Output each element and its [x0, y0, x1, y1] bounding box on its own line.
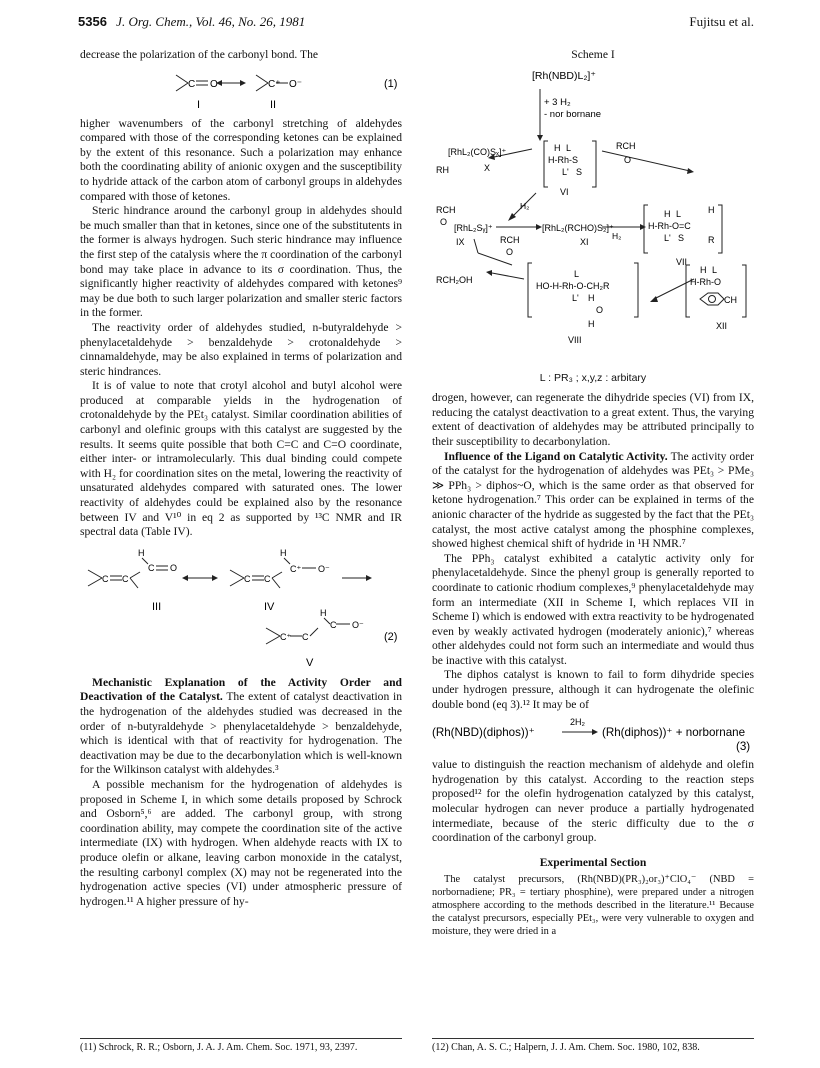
scheme-vi-formula: H-Rh-S: [548, 154, 579, 165]
header-left: [78, 14, 305, 30]
eq2-number: (2): [384, 630, 398, 643]
eq2-c6: C⁺: [290, 563, 302, 574]
eq2-c2: C: [122, 573, 129, 584]
paragraph-reactivity: The reactivity order of aldehydes studied, n-butyraldehyde > phenylacetaldehyde > benzaldehyde > crotonaldehyde > cinnamaldehyde, may be also explained in terms of polarization and steric hindrances.: [80, 320, 402, 378]
scheme-vii-lp-label: L': [664, 232, 671, 243]
right-column: [432, 48, 754, 938]
eq2-label-iv: IV: [264, 600, 275, 613]
scheme-vi-l-label: L: [566, 142, 572, 153]
scheme-vii-r-label: R: [708, 234, 715, 245]
paragraph-mechanism: [80, 676, 402, 778]
header-authors: Fujitsu et al.: [689, 14, 754, 29]
eq2-o3: O⁻: [352, 619, 364, 630]
eq1-number: (1): [384, 77, 398, 90]
eq3-arrow-label: 2H₂: [570, 717, 585, 728]
scheme-rch-top: RCH: [616, 140, 636, 151]
scheme-viii-h2-label: H: [588, 318, 595, 329]
paragraph-experimental: The catalyst precursors, (Rh(NBD)(PR₃)₂or₃)⁺ClO₄⁻ (NBD = norbornadiene; PR₃ = tertiary phosphine), were prepared under a nitrogen atmosphere according to the methods described in the literature.¹¹ Because the catalyst precursors, especially PEt₃, were very vulnerable to oxygen and moisture, they were dried in a: [432, 874, 754, 938]
scheme-species-x: [RhL₂(CO)Sₓ]⁺: [448, 146, 507, 157]
paragraph-pph3: The PPh₃ catalyst exhibited a catalytic activity only for phenylacetaldehyde. Since the phenyl group is generally reported to coordinate to cationic rhodium complexes,⁹ phenylacetaldehyde may form an intermediate (XII in Scheme I, which replaces VII in Scheme I) which is endowed with extra reactivity to be hydrogenated even by weakly activated hydrogen (moderately anionic),⁷ whereas other aldehydes could not form such an intermediate and would thus be inactive with this catalyst.: [432, 551, 754, 667]
eq2-label-iii: III: [152, 600, 162, 613]
scheme-rch-mid: RCH: [500, 234, 520, 245]
scheme-viii-lp-label: L': [572, 292, 579, 303]
scheme-label-vi: VI: [560, 186, 569, 197]
scheme-xii-ch-label: CH: [724, 294, 737, 305]
eq2-c5: C: [264, 573, 271, 584]
eq1-label-ii: II: [270, 98, 277, 111]
scheme-viii-formula: HO-H-Rh-O-CH₂R: [536, 280, 610, 291]
scheme-title: Scheme I: [571, 48, 615, 61]
scheme-label-viii: VIII: [568, 334, 582, 345]
scheme-vii-h2-label: H: [708, 204, 715, 215]
scheme-label-ix: IX: [456, 236, 465, 247]
footnote-12: (12) Chan, A. S. C.; Halpern, J. J. Am. Chem. Soc. 1980, 102, 838.: [432, 1038, 754, 1053]
scheme-legend: L : PR₃ ; x,y,z : arbitary: [539, 371, 647, 384]
scheme-note-norbornane: - nor bornane: [544, 108, 602, 120]
eq1-anion: O⁻: [289, 78, 303, 90]
scheme-vi-h-label: H: [554, 142, 561, 153]
left-column: [80, 48, 402, 909]
eq2-c8: C: [302, 631, 309, 642]
scheme-vi-lp-label: L': [562, 166, 569, 177]
scheme-species-xi: [RhL₂(RCHO)S₂]⁺: [542, 222, 614, 233]
scheme-species-ix: [RhL₂Sᵧ]⁺: [454, 222, 493, 233]
scheme-vi-s-label: S: [576, 166, 583, 177]
scheme-i-diagram: [432, 67, 754, 367]
scheme-o-mid: O: [506, 246, 514, 257]
scheme-label-xii: XII: [716, 320, 728, 331]
eq2-c1: C: [102, 573, 109, 584]
eq2-o2: O⁻: [318, 563, 330, 574]
scheme-rh: RH: [436, 164, 449, 175]
eq1-label-i: I: [197, 98, 201, 111]
eq2-c4: C: [244, 573, 251, 584]
eq2-h2: H: [280, 547, 287, 558]
paragraph-wavenumbers: higher wavenumbers of the carbonyl stretching of aldehydes compared with those of the corresponding ketones can be explained by the extent of this resonance. Such a polarization may enhance both the coordinating ability of anionic oxygen and the susceptibility to hydride attack of the carbon atom of carbonyl groups in aldehydes compared with those of ketones.: [80, 116, 402, 203]
eq1-carbocation: C⁺: [268, 78, 281, 90]
eq2-c7: C⁺: [280, 631, 292, 642]
eq1-oxygen: O: [210, 78, 218, 90]
eq2-h3: H: [320, 607, 327, 618]
paragraph-ligand-text: The activity order of the catalyst for the hydrogenation of aldehydes was PEt₃ > PMe₃ ≫ PPh₃ > diphos~O, which is the same order as that observed for ketone hydrogenation.⁷ This order can be explained in terms of the anionic character of the hydride as suggested by the fact that the PEt₃ catalyst, the most active catalyst among the phosphine complexes, showed highest chemical shift of hydride in ¹H NMR.⁷: [432, 449, 754, 551]
equation-2-figure: [80, 544, 402, 672]
footnote-11: (11) Schrock, R. R.; Osborn, J. A. J. Am. Chem. Soc. 1971, 93, 2397.: [80, 1038, 402, 1053]
eq2-c3: C: [148, 562, 155, 573]
scheme-vii-formula: H-Rh-O=C: [648, 220, 691, 231]
scheme-label-vii: VII: [676, 256, 688, 267]
paragraph-value: value to distinguish the reaction mechanism of aldehyde and olefin hydrogenation by this catalyst. According to the reaction steps proposed¹² for the olefin hydrogenation catalyzed by this catalyst, molecular hydrogen can never produce a partially hydrogenated intermediate, because of the steric difficulty due to the σ coordination of the carbonyl group.: [432, 758, 754, 845]
paragraph-mechanism-text: The extent of catalyst deactivation in the hydrogenation of the aldehydes studied was decreased in the order of n-butyraldehyde > phenylacetaldehyde > benzaldehyde, which is identical with that of reactivity for hydrogenation. The deactivation may be due to the decarbonylation which is well-known for the Wilkinson catalyst with aldehydes.³: [80, 690, 402, 777]
scheme-xii-h-label: H: [700, 264, 707, 275]
scheme-h2-upper: H₂: [520, 200, 530, 211]
paragraph-crotyl: It is of value to note that crotyl alcohol and butyl alcohol were produced at comparable yields in the hydrogenation of crotonaldehyde by the PEt₃ catalyst. Similar coordination abilities of carbonyl and olefinic groups with this catalyst are suggested by the results. It seems quite possible that both C=C and C=O coordinate, either inter- or intramolecularly. This dual binding could compete with H₂ for coordination sites on the metal, lowering the reactivity of unsaturated aldehydes compared with saturated ones. The lower reactivity of aldehydes could be explained also by the resonance between IV and V¹⁰ in eq 2 as supported by ¹³C NMR and IR spectral data (Table IV).: [80, 379, 402, 539]
heading-experimental: Experimental Section: [539, 855, 647, 869]
eq1-carbon: C: [188, 78, 196, 90]
page-number: 5356: [78, 14, 107, 29]
scheme-label-xi: XI: [580, 236, 589, 247]
scheme-xii-l-label: L: [712, 264, 718, 275]
scheme-xii-formula: H-Rh-O: [690, 276, 721, 287]
heading-mechanism: Mechanistic Explanation of the Activity Order and Deactivation of the Catalyst.: [80, 675, 402, 704]
running-header: [78, 14, 754, 34]
scheme-viii-o-label: O: [596, 304, 604, 315]
scheme-label-x: X: [484, 162, 491, 173]
paragraph-diphos: The diphos catalyst is known to fail to form dihydride species under hydrogen pressure, although it can hydrogenate the olefinic double bond (eq 3).¹² It may be of: [432, 668, 754, 711]
eq3-number: (3): [736, 740, 751, 754]
scheme-h2-lower: H₂: [612, 230, 622, 241]
scheme-viii-l-label: L: [574, 268, 580, 279]
heading-ligand: Influence of the Ligand on Catalytic Activity.: [444, 449, 668, 463]
eq2-o1: O: [170, 562, 178, 573]
scheme-o-top: O: [624, 154, 632, 165]
scheme-vii-h-label: H: [664, 208, 671, 219]
scheme-note-h2: + 3 H₂: [544, 96, 571, 108]
eq2-h1: H: [138, 547, 145, 558]
eq2-c9: C: [330, 619, 337, 630]
scheme-rch-left: RCH: [436, 204, 456, 215]
eq3-left: (Rh(NBD)(diphos))⁺: [432, 726, 535, 740]
paragraph-continue: drogen, however, can regenerate the dihydride species (VI) from IX, reducing the catalyst deactivation to a great extent. Thus, the varying extent of deactivation of aldehydes may be attributed principally to their susceptibility to decarbonylation.: [432, 391, 754, 448]
paragraph-ligand: [432, 450, 754, 552]
paragraph-top: decrease the polarization of the carbonyl bond. The: [80, 48, 319, 61]
scheme-rch2oh: RCH₂OH: [436, 274, 473, 285]
scheme-viii-h-label: H: [588, 292, 595, 303]
equation-1-figure: [80, 67, 402, 113]
scheme-vii-s-label: S: [678, 232, 685, 243]
eq2-label-v: V: [306, 656, 314, 669]
equation-3-figure: [432, 716, 754, 754]
scheme-vii-l-label: L: [676, 208, 682, 219]
scheme-start: [Rh(NBD)L₂]⁺: [532, 69, 596, 82]
eq3-right: (Rh(diphos))⁺ + norbornane: [602, 726, 746, 740]
journal-citation: J. Org. Chem., Vol. 46, No. 26, 1981: [116, 14, 306, 29]
paragraph-steric: Steric hindrance around the carbonyl group in aldehydes should be much smaller than that in ketones, since one of the substitutents in the former is always hydrogen. Such steric hindrance may influence the first step of the catalysis where the π coordination of the carbonyl bond may take place in advance to its σ coordination. Thus, the significantly higher reactivity of aldehydes compared with ketones⁹ may be due both to such larger polarization and smaller steric factors in the former.: [80, 204, 402, 320]
scheme-o-left: O: [440, 216, 448, 227]
paragraph-possible: A possible mechanism for the hydrogenation of aldehydes is proposed in Scheme I, in which some details proposed by Schrock and Osborn⁵,⁶ are added. The carbonyl group, with strong coordination ability, may compete the coordination site of the active intermediate (IX) with hydrogen. When aldehyde reacts with IX to produce olefin or alkane, leaving carbon monoxide in the catalyst, the resulting carbonyl complex (X) may not be regenerated into the hydrogenation active species (VI) under atmospheric pressure of hydrogen.¹¹ A higher pressure of hy-: [80, 777, 402, 908]
